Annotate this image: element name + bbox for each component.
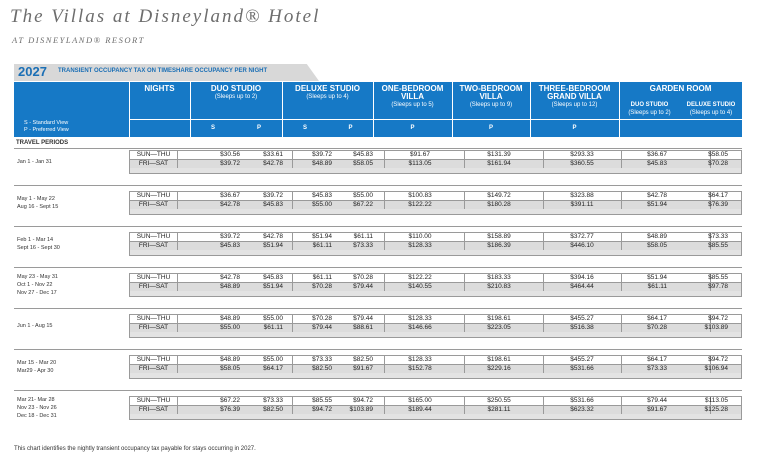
- row-spacer: [129, 414, 742, 420]
- rate-cell: $39.72: [220, 233, 240, 240]
- rate-cell: $73.33: [263, 397, 283, 404]
- garden-deluxe-sleeps: (Sleeps up to 4): [689, 110, 733, 116]
- rate-cell: $183.33: [487, 274, 511, 281]
- travel-period-date: Jun 1 - Aug 15: [17, 323, 53, 329]
- rate-cell: $79.44: [353, 315, 373, 322]
- rate-cell: $61.11: [647, 283, 667, 290]
- travel-period-dates: [17, 195, 58, 211]
- travel-period-date: Sept 16 - Sept 30: [17, 245, 60, 251]
- rate-cell: $113.05: [704, 397, 728, 404]
- rate-cell: $391.11: [570, 201, 594, 208]
- nights-cell: SUN—THU: [136, 233, 171, 240]
- nights-cell: FRI—SAT: [138, 406, 169, 413]
- three-bedroom-header: THREE-BEDROOM: [538, 84, 611, 93]
- hotel-title: The Villas at Disneyland® Hotel: [10, 6, 321, 27]
- rate-cell: $158.89: [487, 233, 511, 240]
- rate-cell: $149.72: [487, 192, 511, 199]
- rate-cell: $82.50: [353, 356, 373, 363]
- rate-cell: $70.28: [708, 160, 728, 167]
- nights-cell: SUN—THU: [136, 356, 171, 363]
- rate-cell: $51.94: [312, 233, 332, 240]
- rate-cell: $152.78: [408, 365, 432, 372]
- rate-cell: $128.33: [408, 242, 432, 249]
- rate-cell: $88.61: [353, 324, 373, 331]
- rate-cell: $51.94: [647, 274, 667, 281]
- rate-cell: $55.00: [353, 192, 373, 199]
- rate-group: [129, 314, 742, 337]
- three-bedroom-p-label: P: [572, 125, 577, 131]
- row-spacer: [129, 332, 742, 338]
- rate-cell: $94.72: [708, 356, 728, 363]
- deluxe-p-label: P: [348, 125, 353, 131]
- rate-cell: $55.00: [312, 201, 332, 208]
- rate-cell: $531.66: [570, 365, 594, 372]
- rate-cell: $82.50: [312, 365, 332, 372]
- legend-standard: S - Standard View: [24, 120, 69, 126]
- rate-group: [129, 396, 742, 419]
- rate-cell: $161.94: [487, 160, 511, 167]
- rate-cell: $36.67: [220, 192, 240, 199]
- group-separator: [14, 390, 742, 391]
- rate-group: [129, 273, 742, 296]
- rate-cell: $51.94: [263, 242, 283, 249]
- duo-s-label: S: [210, 125, 215, 131]
- row-spacer: [129, 250, 742, 256]
- rate-cell: $45.83: [263, 201, 283, 208]
- rate-cell: $189.44: [408, 406, 432, 413]
- rate-cell: $146.66: [408, 324, 432, 331]
- travel-period-date: May 23 - May 31: [17, 274, 58, 280]
- rate-cell: $516.38: [570, 324, 594, 331]
- rate-cell: $455.27: [570, 356, 594, 363]
- garden-duo-sleeps: (Sleeps up to 2): [628, 110, 671, 116]
- rate-cell: $372.77: [570, 233, 594, 240]
- rate-cell: $61.11: [353, 233, 373, 240]
- rate-cell: $91.67: [353, 365, 373, 372]
- rate-cell: $122.22: [408, 274, 432, 281]
- rate-cell: $64.17: [263, 365, 283, 372]
- rate-group: [129, 232, 742, 255]
- travel-period-date: Mar 15 - Mar 20: [17, 360, 57, 366]
- rate-cell: $64.17: [647, 315, 667, 322]
- deluxe-s-label: S: [302, 125, 307, 131]
- rate-cell: $58.05: [220, 365, 240, 372]
- rate-cell: $360.55: [570, 160, 594, 167]
- one-bedroom-header-line2: VILLA: [400, 92, 425, 101]
- rate-cell: $229.16: [487, 365, 511, 372]
- garden-duo-header: DUO STUDIO: [630, 102, 669, 108]
- travel-period-dates: [17, 236, 60, 252]
- rate-cell: $394.16: [570, 274, 594, 281]
- rate-cell: $36.67: [647, 151, 667, 158]
- rate-cell: $39.72: [263, 192, 283, 199]
- rate-cell: $58.05: [708, 151, 728, 158]
- duo-studio-header: DUO STUDIO: [210, 84, 262, 93]
- travel-period-date: Oct 1 - Nov 22: [17, 282, 53, 288]
- travel-period-date: Mar 21- Mar 28: [17, 397, 55, 403]
- rate-cell: $531.66: [570, 397, 594, 404]
- rate-cell: $293.33: [570, 151, 594, 158]
- rate-cell: $79.44: [647, 397, 667, 404]
- travel-period-dates: [17, 273, 58, 297]
- rate-cell: $464.44: [570, 283, 594, 290]
- rate-cell: $45.83: [220, 242, 240, 249]
- row-spacer: [129, 373, 742, 379]
- travel-period-dates: [17, 359, 56, 375]
- rate-cell: $58.05: [647, 242, 667, 249]
- two-bedroom-header-line2: VILLA: [479, 92, 503, 101]
- rate-cell: $42.78: [220, 274, 240, 281]
- rate-cell: $70.28: [353, 274, 373, 281]
- travel-period-date: May 1 - May 22: [17, 196, 55, 202]
- travel-period-dates: [17, 158, 52, 166]
- rate-cell: $223.05: [487, 324, 511, 331]
- rate-cell: $198.61: [487, 356, 511, 363]
- rate-cell: $97.78: [708, 283, 728, 290]
- row-spacer: [129, 168, 742, 174]
- rate-cell: $94.72: [708, 315, 728, 322]
- rate-group: [129, 191, 742, 214]
- garden-deluxe-header: DELUXE STUDIO: [686, 102, 736, 108]
- nights-cell: FRI—SAT: [138, 365, 169, 372]
- rate-cell: $122.22: [408, 201, 432, 208]
- group-separator: [14, 185, 742, 186]
- rate-cell: $73.33: [353, 242, 373, 249]
- rate-cell: $55.00: [220, 324, 240, 331]
- group-separator: [14, 308, 742, 309]
- nights-cell: FRI—SAT: [138, 324, 169, 331]
- deluxe-studio-header: DELUXE STUDIO: [295, 84, 360, 93]
- rate-cell: $70.28: [312, 315, 332, 322]
- nights-cell: SUN—THU: [136, 274, 171, 281]
- travel-period-date: Feb 1 - Mar 14: [17, 237, 54, 243]
- rate-cell: $165.00: [408, 397, 432, 404]
- banner-text: TRANSIENT OCCUPANCY TAX ON TIMESHARE OCCUPANCY PER NIGHT: [58, 68, 268, 74]
- rate-cell: $51.94: [263, 283, 283, 290]
- rate-cell: $30.56: [220, 151, 240, 158]
- three-bedroom-header-line2: GRAND VILLA: [547, 92, 602, 101]
- rate-cell: $42.78: [220, 201, 240, 208]
- rate-cell: $58.05: [353, 160, 373, 167]
- travel-period-date: Jan 1 - Jan 31: [17, 159, 52, 165]
- three-bedroom-sleeps: (Sleeps up to 12): [551, 102, 598, 108]
- rate-cell: $51.94: [647, 201, 667, 208]
- one-bedroom-header: ONE-BEDROOM: [381, 84, 444, 93]
- rate-cell: $48.89: [312, 160, 332, 167]
- travel-period-date: Aug 16 - Sept 15: [17, 204, 59, 210]
- rate-cell: $128.33: [408, 356, 432, 363]
- rate-cell: $103.89: [349, 406, 373, 413]
- rate-cell: $85.55: [708, 274, 728, 281]
- rate-cell: $42.78: [647, 192, 667, 199]
- rate-cell: $85.55: [312, 397, 332, 404]
- rate-group: [129, 150, 742, 173]
- rate-cell: $33.61: [263, 151, 283, 158]
- rate-cell: $45.83: [263, 274, 283, 281]
- nights-cell: FRI—SAT: [138, 283, 169, 290]
- nights-cell: SUN—THU: [136, 151, 171, 158]
- rate-cell: $61.11: [312, 274, 332, 281]
- rate-cell: $94.72: [353, 397, 373, 404]
- rate-cell: $70.28: [647, 324, 667, 331]
- travel-period-dates: [17, 396, 57, 420]
- rate-cell: $67.22: [220, 397, 240, 404]
- rate-cell: $106.94: [704, 365, 728, 372]
- rate-cell: $73.33: [312, 356, 332, 363]
- nights-cell: FRI—SAT: [138, 201, 169, 208]
- rate-cell: $198.61: [487, 315, 511, 322]
- rate-cell: $48.89: [220, 356, 240, 363]
- rate-cell: $39.72: [220, 160, 240, 167]
- rate-cell: $64.17: [647, 356, 667, 363]
- rate-cell: $125.28: [704, 406, 728, 413]
- year-label: 2027: [18, 64, 47, 79]
- rate-cell: $128.33: [408, 315, 432, 322]
- travel-period-date: Mar29 - Apr 30: [17, 368, 54, 374]
- travel-period-date: Nov 27 - Dec 17: [17, 290, 57, 296]
- rate-cell: $103.89: [704, 324, 728, 331]
- hotel-subtitle: AT DISNEYLAND® RESORT: [12, 35, 145, 45]
- rate-cell: $82.50: [263, 406, 283, 413]
- nights-cell: FRI—SAT: [138, 242, 169, 249]
- nights-cell: SUN—THU: [136, 397, 171, 404]
- rate-cell: $55.00: [263, 315, 283, 322]
- table-header: [14, 82, 742, 137]
- garden-room-header: GARDEN ROOM: [649, 84, 712, 93]
- row-spacer: [129, 209, 742, 215]
- rate-cell: $48.89: [647, 233, 667, 240]
- rate-cell: $446.10: [570, 242, 594, 249]
- rate-cell: $186.39: [487, 242, 511, 249]
- rate-cell: $281.11: [487, 406, 511, 413]
- rate-cell: $61.11: [312, 242, 332, 249]
- rate-cell: $73.33: [708, 233, 728, 240]
- rate-cell: $42.78: [263, 160, 283, 167]
- travel-period-date: Nov 23 - Nov 26: [17, 405, 57, 411]
- rate-cell: $180.28: [487, 201, 511, 208]
- nights-cell: FRI—SAT: [138, 160, 169, 167]
- travel-period-dates: [17, 322, 52, 330]
- rate-cell: $76.39: [220, 406, 240, 413]
- rate-cell: $61.11: [263, 324, 283, 331]
- rate-cell: $79.44: [312, 324, 332, 331]
- deluxe-studio-sleeps: (Sleeps up to 4): [306, 94, 349, 100]
- rate-cell: $210.83: [487, 283, 511, 290]
- rate-cell: $48.89: [220, 283, 240, 290]
- rate-cell: $45.83: [353, 151, 373, 158]
- travel-periods-label: TRAVEL PERIODS: [16, 140, 69, 146]
- nights-cell: SUN—THU: [136, 192, 171, 199]
- group-separator: [14, 349, 742, 350]
- rate-cell: $42.78: [263, 233, 283, 240]
- rate-cell: $39.72: [312, 151, 332, 158]
- group-separator: [14, 267, 742, 268]
- rate-cell: $55.00: [263, 356, 283, 363]
- group-separator: [14, 226, 742, 227]
- rate-cell: $250.55: [487, 397, 511, 404]
- rate-cell: $110.00: [408, 233, 432, 240]
- duo-p-label: P: [256, 125, 261, 131]
- rate-cell: $70.28: [312, 283, 332, 290]
- rate-cell: $73.33: [647, 365, 667, 372]
- group-separator: [14, 148, 742, 149]
- rate-cell: $131.39: [487, 151, 511, 158]
- row-spacer: [129, 291, 742, 297]
- nights-header: NIGHTS: [144, 84, 175, 93]
- rate-cell: $623.32: [570, 406, 594, 413]
- one-bedroom-sleeps: (Sleeps up to 5): [391, 102, 434, 108]
- rate-cell: $48.89: [220, 315, 240, 322]
- rate-cell: $79.44: [353, 283, 373, 290]
- rate-cell: $76.39: [708, 201, 728, 208]
- nights-cell: SUN—THU: [136, 315, 171, 322]
- two-bedroom-header: TWO-BEDROOM: [459, 84, 523, 93]
- two-bedroom-sleeps: (Sleeps up to 9): [469, 102, 513, 108]
- rate-cell: $455.27: [570, 315, 594, 322]
- rate-cell: $67.22: [353, 201, 373, 208]
- rate-cell: $85.55: [708, 242, 728, 249]
- rate-cell: $64.17: [708, 192, 728, 199]
- legend-preferred: P - Preferred View: [24, 127, 69, 133]
- rate-cell: $94.72: [312, 406, 332, 413]
- rate-cell: $45.83: [312, 192, 332, 199]
- two-bedroom-p-label: P: [488, 125, 493, 131]
- rate-cell: $45.83: [647, 160, 667, 167]
- rate-cell: $91.67: [410, 151, 430, 158]
- rate-cell: $323.88: [570, 192, 594, 199]
- duo-studio-sleeps: (Sleeps up to 2): [214, 94, 258, 100]
- rate-cell: $91.67: [647, 406, 667, 413]
- footnote: This chart identifies the nightly transient occupancy tax payable for stays occurring in 2027.: [14, 446, 256, 452]
- rate-cell: $100.83: [408, 192, 432, 199]
- rate-cell: $113.05: [408, 160, 432, 167]
- rate-group: [129, 355, 742, 378]
- travel-period-date: Dec 18 - Dec 31: [17, 413, 57, 419]
- rate-cell: $140.55: [408, 283, 432, 290]
- one-bedroom-p-label: P: [410, 125, 415, 131]
